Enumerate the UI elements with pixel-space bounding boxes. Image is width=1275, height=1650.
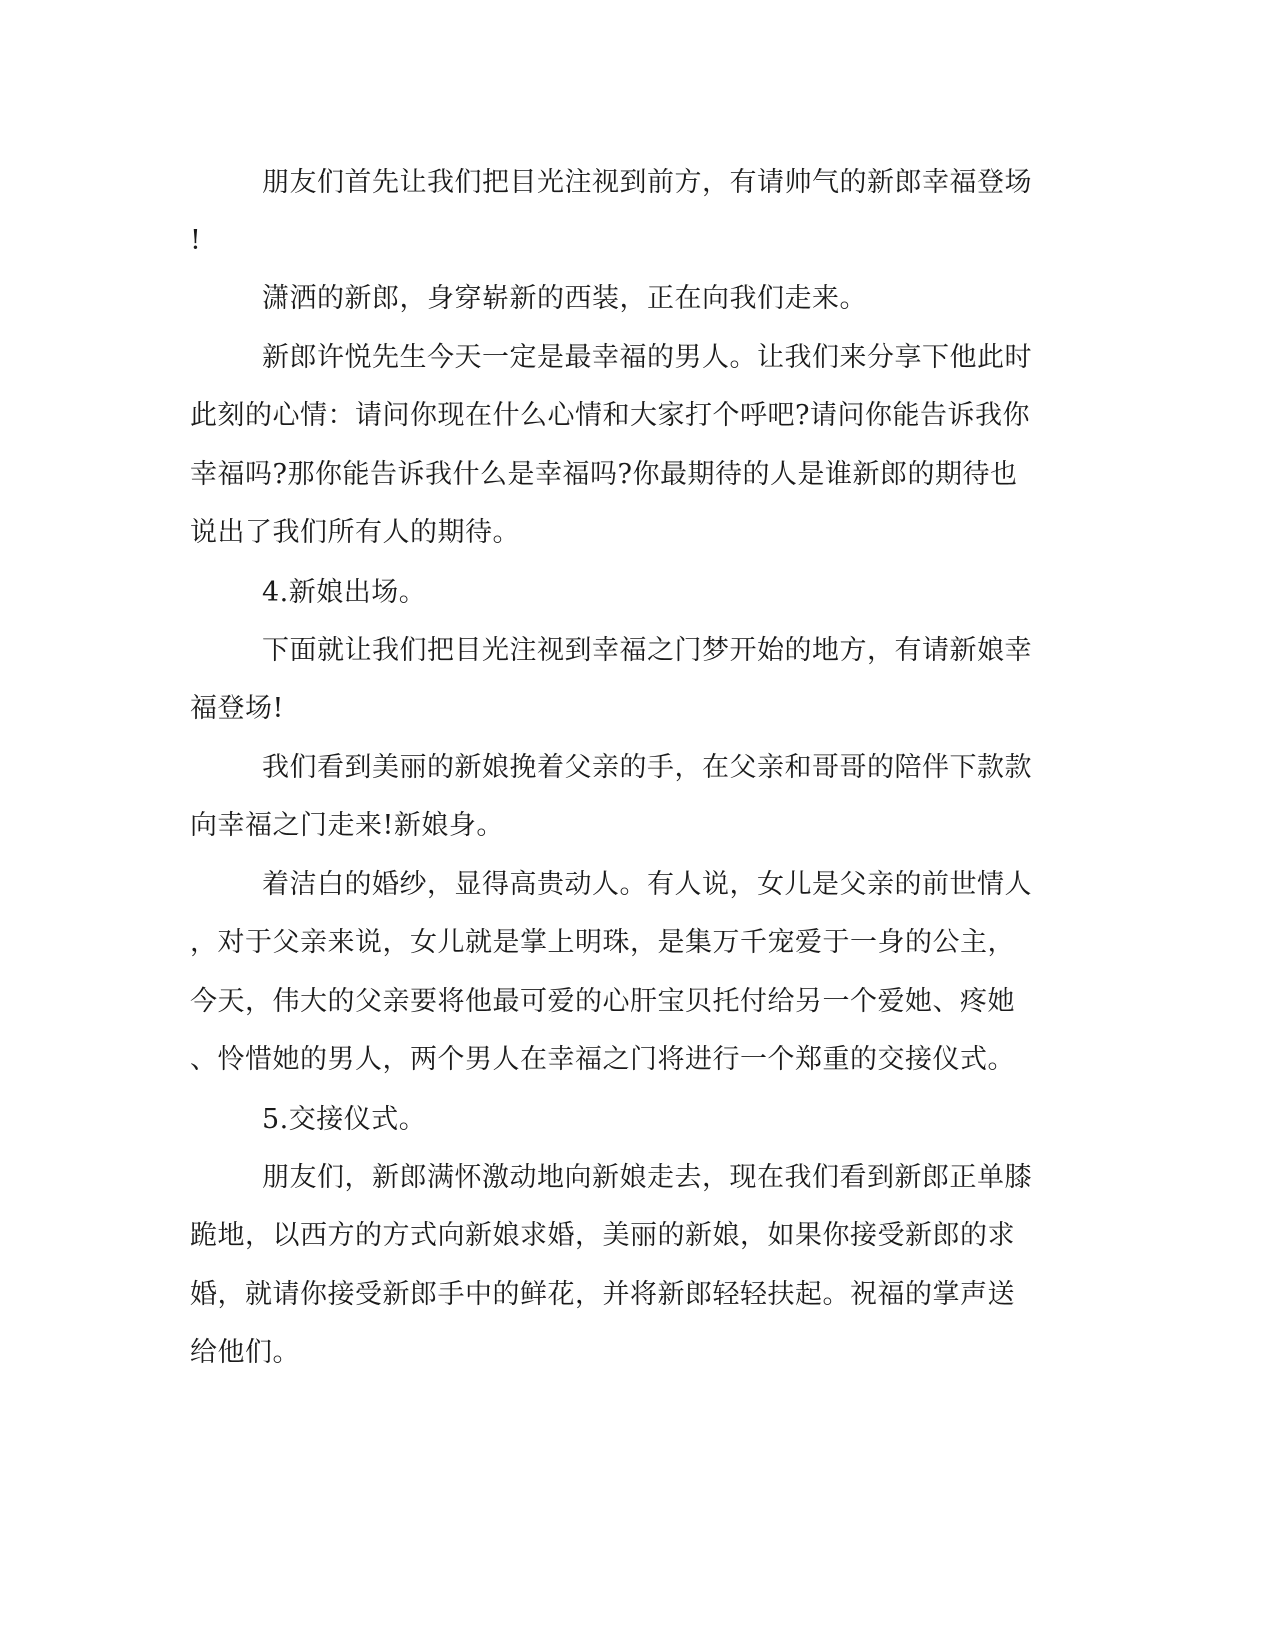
paragraph-line: ，对于父亲来说，女儿就是掌上明珠，是集万千宠爱于一身的公主， [190, 927, 1015, 958]
paragraph-line: 向幸福之门走来!新娘身。 [190, 810, 504, 841]
paragraph-line: 、怜惜她的男人，两个男人在幸福之门将进行一个郑重的交接仪式。 [190, 1044, 1015, 1075]
paragraph-line: 朋友们首先让我们把目光注视到前方，有请帅气的新郎幸福登场 [262, 167, 1032, 198]
paragraph-line: 着洁白的婚纱，显得高贵动人。有人说，女儿是父亲的前世情人 [262, 869, 1032, 900]
paragraph-line: 幸福吗?那你能告诉我什么是幸福吗?你最期待的人是谁新郎的期待也 [190, 459, 1018, 490]
paragraph-line: 给他们。 [190, 1337, 300, 1368]
paragraph-line: 潇洒的新郎，身穿崭新的西装，正在向我们走来。 [262, 283, 867, 314]
section-heading: 5.交接仪式。 [262, 1104, 427, 1135]
paragraph-line: 今天，伟大的父亲要将他最可爱的心肝宝贝托付给另一个爱她、疼她 [190, 986, 1015, 1017]
section-heading: 4.新娘出场。 [262, 577, 427, 608]
paragraph-line: 我们看到美丽的新娘挽着父亲的手，在父亲和哥哥的陪伴下款款 [262, 752, 1032, 783]
paragraph-line: 下面就让我们把目光注视到幸福之门梦开始的地方，有请新娘幸 [262, 635, 1032, 666]
paragraph-line: 说出了我们所有人的期待。 [190, 517, 520, 548]
paragraph-line: 朋友们，新郎满怀激动地向新娘走去，现在我们看到新郎正单膝 [262, 1162, 1032, 1193]
paragraph-line: 跪地，以西方的方式向新娘求婚，美丽的新娘，如果你接受新郎的求 [190, 1220, 1015, 1251]
paragraph-line: 婚，就请你接受新郎手中的鲜花，并将新郎轻轻扶起。祝福的掌声送 [190, 1279, 1015, 1310]
paragraph-line: 新郎许悦先生今天一定是最幸福的男人。让我们来分享下他此时 [262, 342, 1032, 373]
paragraph-line: ! [190, 225, 202, 256]
paragraph-line: 福登场! [190, 693, 284, 724]
paragraph-line: 此刻的心情：请问你现在什么心情和大家打个呼吧?请问你能告诉我你 [190, 400, 1030, 431]
